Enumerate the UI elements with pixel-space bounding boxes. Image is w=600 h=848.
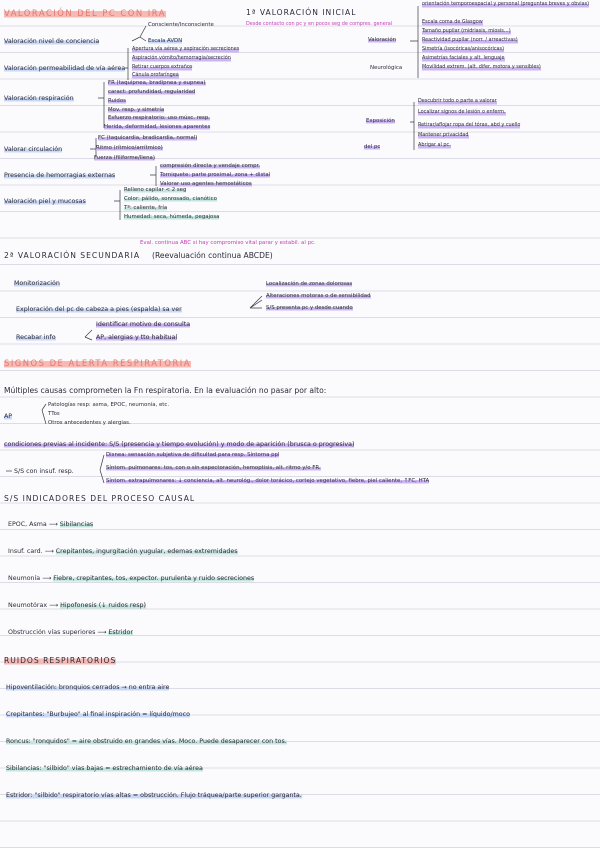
arrow-icon: ⟶ bbox=[44, 548, 56, 555]
respiracion-item: Mov. resp. y simetría bbox=[108, 107, 165, 113]
ss-item: Disnea: sensación subjetiva de dificultad para resp. Síntoma ppl bbox=[106, 452, 280, 458]
indicador-cause: Obstrucción vías superiores bbox=[8, 629, 96, 636]
indicador-sign: Crepitantes, ingurgitación yugular, edemas extremidades bbox=[55, 548, 238, 555]
conciencia-item: Escala AVDN bbox=[148, 38, 183, 44]
hemorragias-item: compresión directa y vendaje compr. bbox=[160, 163, 260, 169]
secundaria-note: Eval. continua ABC si hay compromiso vital parar y estabil. al pc. bbox=[140, 240, 316, 246]
arrow-icon: ⟶ bbox=[97, 629, 109, 636]
indicador-sign: Estridor bbox=[108, 629, 133, 636]
via-aerea-item: Cánula orofaríngea bbox=[132, 72, 179, 78]
condiciones-text: condiciones previas al incidente: S/S (presencia y tiempo evolución) y modo de aparición (brusca o progresiva) bbox=[4, 441, 355, 448]
indicador-cause: Insuf. card. bbox=[8, 548, 43, 555]
neuro-item: Asimetrías faciales y alt. lenguaje bbox=[422, 55, 505, 61]
expo-item: Retirar/aflojar ropa del tórax, abd y cuello bbox=[418, 122, 521, 128]
respiracion-item: Esfuerzo respiratorio: uso músc. resp. bbox=[108, 115, 210, 121]
arrow-icon: ⟶ bbox=[42, 575, 54, 582]
via-aerea-label: Valoración permeabilidad de vía aérea bbox=[4, 65, 126, 72]
indicador-sign: Sibilancias bbox=[59, 521, 94, 528]
arrow-icon: ⟶ bbox=[49, 602, 61, 609]
neuro-item: orientación temporoespacial y personal (preguntas breves y obvias) bbox=[422, 1, 590, 7]
recabar-item: Identificar motivo de consulta bbox=[96, 321, 191, 328]
inicial-title: 1ª VALORACIÓN INICIAL bbox=[246, 8, 357, 17]
indicador-sign: Hipofonesis (↓ ruidos resp) bbox=[60, 602, 146, 609]
piel-item: Tª: caliente, fría bbox=[124, 205, 168, 211]
indicadores-title: S/S INDICADORES DEL PROCESO CAUSAL bbox=[4, 494, 196, 503]
secundaria-title: 2ª VALORACIÓN SECUNDARIA bbox=[4, 251, 141, 260]
piel-item: Humedad: seca, húmeda, pegajosa bbox=[124, 214, 220, 220]
secundaria-subtitle: (Reevaluación continua ABCDE) bbox=[152, 251, 273, 260]
monitorizacion-label: Monitorización bbox=[14, 280, 60, 287]
indicador-cause: Neumotórax bbox=[8, 602, 48, 609]
expo-item: Localizar signos de lesión o enferm. bbox=[418, 109, 506, 115]
ap-label: AP bbox=[4, 413, 13, 420]
circulacion-item: Fuerza (filiforme/llena) bbox=[94, 155, 155, 161]
explo-item: S/S presenta pc y desde cuando bbox=[266, 305, 353, 311]
piel-label: Valoración piel y mucosas bbox=[4, 198, 86, 205]
indicador-cause: EPOC, Asma bbox=[8, 521, 47, 528]
indicador-row bbox=[8, 629, 133, 636]
neuro-item: Escala coma de Glasgow bbox=[422, 19, 483, 25]
respiracion-item: caract: profundidad, regularidad bbox=[108, 89, 196, 95]
ruido-item: Sibilancias: "silbido" vías bajas = estrechamiento de vía aérea bbox=[6, 765, 203, 772]
conciencia-label: Valoración nivel de conciencia bbox=[4, 38, 100, 45]
ruido-item: Roncus: "ronquidos" = aire obstruido en grandes vías. Moco. Puede desaparecer con tos. bbox=[6, 738, 287, 745]
neuro-item: Tamaño pupilar (midriasis, miosis…) bbox=[422, 28, 511, 34]
respiracion-item: FR (taquipnea, bradipnea y eupnea) bbox=[108, 80, 206, 86]
respiracion-item: Ruidos bbox=[108, 98, 126, 104]
neuro-item: Reactividad pupilar (norr. / arreactivas) bbox=[422, 37, 518, 43]
ap-item: Patologías resp: asma, EPOC, neumonía, etc. bbox=[48, 402, 170, 408]
ruido-item: Crepitantes: "Burbujeo" al final inspiración = líquido/moco bbox=[6, 711, 190, 718]
via-aerea-item: Retirar cuerpos extraños bbox=[132, 64, 193, 70]
ruidos-title: RUIDOS RESPIRATORIOS bbox=[4, 656, 117, 665]
neurologica-label: Neurológica bbox=[370, 65, 403, 71]
ruido-item: Hipoventilación: bronquios cerrados → no entra aire bbox=[6, 684, 170, 691]
valoracion-label: Valoración bbox=[368, 37, 397, 43]
neuro-item: Movilidad extrem. (alt. difer. motora y sensibles) bbox=[422, 64, 541, 70]
indicador-row bbox=[8, 575, 254, 582]
neuro-item: Simetría (isocóricas/anisocóricas) bbox=[422, 46, 505, 52]
ap-item: TTos bbox=[48, 411, 60, 417]
ruido-item: Estridor: "silbido" respiratorio vías altas = obstrucción. Flujo tráquea/parte superior garganta. bbox=[6, 792, 302, 799]
respiracion-label: Valoración respiración bbox=[4, 95, 74, 102]
del-pc-label: del pc bbox=[364, 144, 381, 150]
ss-item: Síntom. extrapulmonares: ↓ conciencia, alt. neurológ., dolor torácico, cortejo vegetativo, fiebre, piel caliente, ↑FC, HTA bbox=[106, 478, 430, 484]
inicial-note: Desde contacto con pc y en pocos seg de compres. general bbox=[246, 21, 393, 27]
page-title: VALORACIÓN DEL PC CON IRA bbox=[4, 8, 166, 18]
via-aerea-item: Aspiración vómito/hemorragia/secreción bbox=[132, 55, 231, 61]
recabar-label: Recabar info bbox=[16, 334, 56, 341]
hemorragias-label: Presencia de hemorragias externas bbox=[4, 172, 116, 179]
circulacion-label: Valorar circulación bbox=[4, 146, 63, 153]
respiracion-item: Herida, deformidad, lesiones aparentes bbox=[104, 124, 211, 130]
signos-intro: Múltiples causas comprometen la Fn respiratoria. En la evaluación no pasar por alto: bbox=[4, 386, 327, 395]
conciencia-item: Consciente/Inconsciente bbox=[148, 22, 214, 28]
indicador-row bbox=[8, 602, 146, 609]
hemorragias-item: Torniquete: parte proximal, zona + distal bbox=[160, 172, 271, 178]
hemorragias-item: Valorar uso agentes hemostáticos bbox=[160, 181, 252, 187]
indicador-row bbox=[8, 548, 238, 555]
recabar-item: AP, alergias y tto habitual bbox=[96, 334, 178, 341]
via-aerea-item: Apertura vía aérea y aspiración secreciones bbox=[132, 46, 240, 52]
ap-item: Otros antecedentes y alergias. bbox=[48, 420, 131, 426]
expo-item: Mantener privacidad bbox=[418, 132, 469, 138]
explo-item: Alteraciones motoras o de sensibilidad bbox=[266, 293, 371, 299]
exploracion-label: Exploración del pc de cabeza a pies (espalda) sa ver bbox=[16, 306, 182, 313]
ss-item: Síntom. pulmonares: tos, con o sin expectoración, hemoptisis, alt. ritmo y/o FR. bbox=[106, 465, 321, 471]
exposicion-label: Exposición bbox=[366, 118, 395, 124]
ss-label: S/S con insuf. resp. bbox=[14, 468, 74, 475]
piel-item: Color: pálido, sonrosado, cianótico bbox=[124, 196, 217, 202]
circulacion-item: FC (taquicardia, bradicardia, normal) bbox=[98, 135, 198, 141]
indicador-cause: Neumonía bbox=[8, 575, 41, 582]
explo-item: Localización de zonas dolorosas bbox=[266, 281, 353, 287]
signos-title: SIGNOS DE ALERTA RESPIRATORIA bbox=[4, 358, 191, 368]
indicador-row bbox=[8, 521, 93, 528]
expo-item: Descubrir todo o parte a valorar bbox=[418, 98, 497, 104]
circulacion-item: Ritmo (rítmico/arrítmico) bbox=[96, 145, 163, 151]
piel-item: Relleno capilar < 2 seg bbox=[124, 187, 187, 193]
indicador-sign: Fiebre, crepitantes, tos, expector. purulenta y ruido secreciones bbox=[53, 575, 255, 582]
arrow-icon: ⟶ bbox=[48, 521, 60, 528]
expo-item: Abrigar al pc. bbox=[418, 142, 451, 148]
